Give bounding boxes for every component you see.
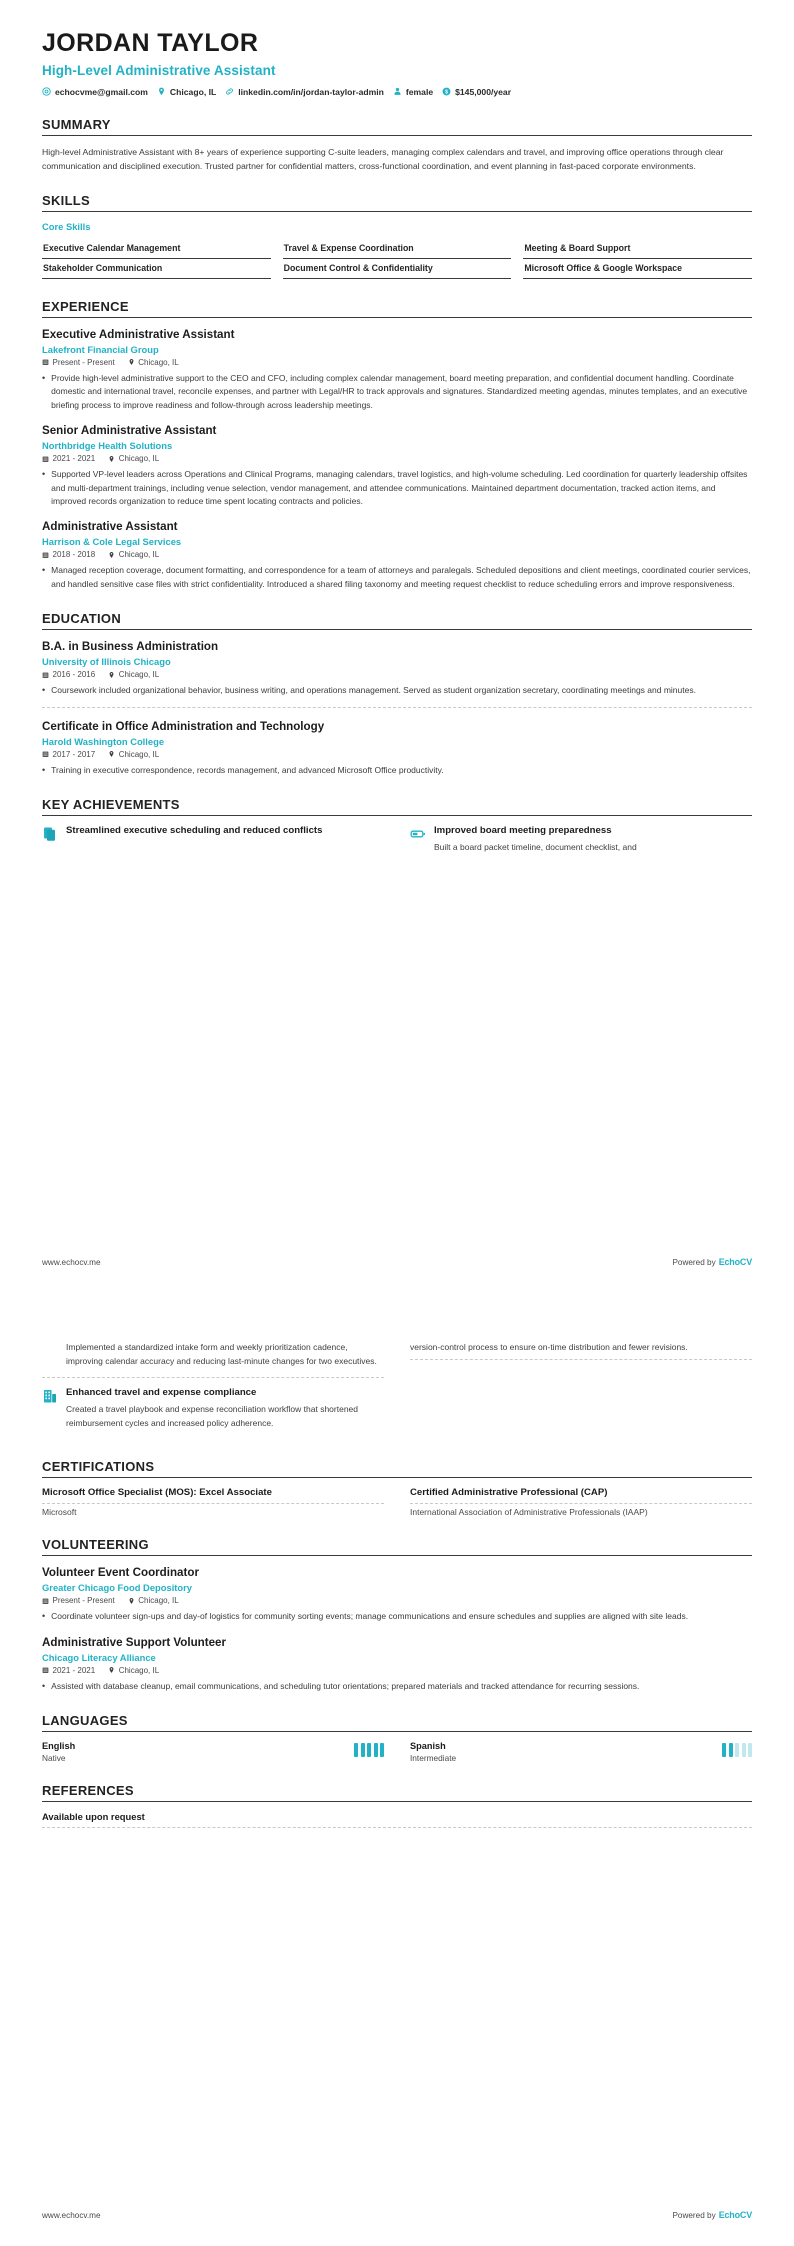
contact-linkedin[interactable] <box>225 87 384 97</box>
proficiency-bar <box>361 1743 365 1757</box>
battery-icon <box>410 826 426 842</box>
bullet-text: Provide high-level administrative support to the CEO and CFO, including complex calendar management, board meeting preparation, and confidential document handling. Coordinate domestic and international travel, reconcile expenses, and partner with Legal/HR to track approvals and signatures. Standardized meeting agendas, minutes templates, and an executive briefing process to improve readiness and follow-through across leadership meetings. <box>51 372 748 410</box>
proficiency-bar <box>729 1743 733 1757</box>
entry-dates <box>42 550 95 559</box>
entry-bullets <box>42 1680 752 1694</box>
footer-powered-label: Powered by <box>672 1257 716 1267</box>
entry-dates-text: Present - Present <box>52 357 115 367</box>
achievement-separator <box>42 1377 384 1378</box>
certification-separator <box>410 1503 752 1504</box>
bullet-item <box>42 372 752 412</box>
section-divider <box>42 211 752 212</box>
location-pin-icon <box>108 750 115 758</box>
footer-site[interactable]: www.echocv.me <box>42 2210 101 2220</box>
entry-bullets <box>42 372 752 412</box>
language-name: Spanish <box>410 1741 446 1752</box>
location-pin-icon <box>128 1597 135 1605</box>
bullet-item <box>42 564 752 591</box>
experience-entry <box>42 519 752 591</box>
proficiency-bar <box>354 1743 358 1757</box>
bullet-dot-icon: • <box>42 469 46 480</box>
education-entry <box>42 719 752 778</box>
achievement-body <box>66 1387 384 1430</box>
achievement-title: Improved board meeting preparedness <box>434 825 612 837</box>
volunteering-entry <box>42 1635 752 1694</box>
bullet-item <box>42 684 752 698</box>
entry-location-text: Chicago, IL <box>138 357 179 367</box>
section-divider <box>42 1731 752 1732</box>
section-title-languages: LANGUAGES <box>42 1713 128 1729</box>
experience-entry <box>42 423 752 508</box>
entry-dates-text: 2017 - 2017 <box>52 749 96 759</box>
section-divider <box>42 815 752 816</box>
bullet-item <box>42 468 752 508</box>
contact-location <box>157 87 216 97</box>
section-title-experience: EXPERIENCE <box>42 298 129 314</box>
bullet-dot-icon: • <box>42 764 46 775</box>
skill-group-name: Core Skills <box>42 220 91 232</box>
section-education <box>42 611 752 777</box>
bullet-item <box>42 1680 752 1694</box>
achievements-grid-continued <box>42 1341 752 1439</box>
achievement-desc-part: Built a board packet timeline, document checklist, and <box>434 842 637 853</box>
entry-location <box>108 1666 159 1675</box>
calendar-icon <box>42 358 49 366</box>
achievement-continued-left <box>42 1341 384 1439</box>
building-icon <box>42 1388 58 1404</box>
section-divider <box>42 1477 752 1478</box>
contact-location-text: Chicago, IL <box>169 86 217 97</box>
entry-location-text: Chicago, IL <box>138 1596 179 1606</box>
section-references <box>42 1783 752 1828</box>
language-info <box>410 1741 456 1763</box>
references-text: Available upon request <box>42 1811 145 1823</box>
entry-location-text: Chicago, IL <box>118 1665 160 1675</box>
bullet-text: Assisted with database cleanup, email communications, and scheduling tutor orientations; prepared materials and tracked attendance for recurring sessions. <box>51 1680 640 1691</box>
bullet-text: Training in executive correspondence, records management, and advanced Microsoft Office productivity. <box>51 764 444 775</box>
entry-degree: B.A. in Business Administration <box>42 640 219 654</box>
section-experience <box>42 299 752 592</box>
candidate-name: JORDAN TAYLOR <box>42 29 259 57</box>
entry-dates <box>42 454 95 463</box>
bullet-text: Supported VP-level leaders across Operations and Clinical Programs, managing calendars, travel logistics, and high-volume scheduling. Led coordination for quarterly leadership offsites and multi-department trainings, including venue selection, vendor management, and attendee communications. Maintained department documentation, tracked action items, and improved records organization to reduce time spent locating contracts and policies. <box>51 469 748 506</box>
bullet-dot-icon: • <box>42 372 46 383</box>
certification-name: Microsoft Office Specialist (MOS): Excel Associate <box>42 1487 272 1499</box>
calendar-icon <box>42 671 49 679</box>
proficiency-bar-empty <box>742 1743 746 1757</box>
entry-location-text: Chicago, IL <box>118 749 160 759</box>
location-pin-icon <box>108 455 115 463</box>
achievement-item <box>410 1341 752 1359</box>
entry-meta <box>42 454 752 463</box>
entry-location <box>108 670 159 679</box>
achievements-continued <box>42 1341 752 1439</box>
entry-organization: Lakefront Financial Group <box>42 343 159 355</box>
contact-linkedin-text: linkedin.com/in/jordan-taylor-admin <box>238 86 384 97</box>
entry-dates-text: 2021 - 2021 <box>52 1665 96 1675</box>
entry-dates-text: 2016 - 2016 <box>52 670 96 680</box>
language-level: Intermediate <box>410 1753 457 1764</box>
location-pin-icon <box>128 358 135 366</box>
language-name: English <box>42 1741 76 1752</box>
section-divider <box>42 135 752 136</box>
footer-powered-label: Powered by <box>672 2210 716 2220</box>
section-title-summary: SUMMARY <box>42 116 111 132</box>
section-divider <box>42 317 752 318</box>
footer-brand-name: EchoCV <box>718 1257 752 1267</box>
entry-dates <box>42 1596 115 1605</box>
section-divider <box>42 1801 752 1802</box>
skill-item: Microsoft Office & Google Workspace <box>523 259 752 279</box>
entry-role: Volunteer Event Coordinator <box>42 1566 199 1580</box>
summary-text: High-level Administrative Assistant with 8+ years of experience supporting C-suite leaders, managing complex calendars and travel, and improving office operations through clear communication and disciplined execution. Trusted partner for confidential matters, cross-functional coordination, and event planning in fast-paced corporate environments. <box>42 146 724 171</box>
entry-bullets <box>42 564 752 591</box>
entry-meta <box>42 670 752 679</box>
section-volunteering <box>42 1537 752 1693</box>
page-footer <box>42 1257 752 1267</box>
achievement-body <box>66 1341 384 1368</box>
entry-dates-text: 2021 - 2021 <box>52 454 96 464</box>
entry-bullets <box>42 468 752 508</box>
entry-dates <box>42 1666 95 1675</box>
skill-item: Executive Calendar Management <box>42 239 271 259</box>
section-title-certifications: CERTIFICATIONS <box>42 1459 155 1475</box>
section-divider <box>42 1555 752 1556</box>
references-separator <box>42 1827 752 1828</box>
achievement-title: Enhanced travel and expense compliance <box>66 1387 257 1399</box>
entry-location-text: Chicago, IL <box>118 670 160 680</box>
entry-role: Administrative Assistant <box>42 520 178 534</box>
section-key-achievements <box>42 797 752 864</box>
entry-dates <box>42 358 115 367</box>
email-icon <box>42 87 51 96</box>
achievement-body <box>434 825 637 855</box>
entry-bullets <box>42 764 752 778</box>
entry-location-text: Chicago, IL <box>118 550 160 560</box>
dollar-icon <box>442 87 451 96</box>
certifications-grid <box>42 1487 752 1517</box>
bullet-text: Coordinate volunteer sign-ups and day-of logistics for community sorting events; manage communications and ensure schedules and supplies are aligned with site leads. <box>51 1611 689 1622</box>
bullet-dot-icon: • <box>42 565 46 576</box>
contact-email[interactable] <box>42 87 148 97</box>
languages-grid <box>42 1741 752 1763</box>
footer-brand <box>672 1257 752 1267</box>
location-pin-icon <box>108 1666 115 1674</box>
entry-organization: Greater Chicago Food Depository <box>42 1582 193 1594</box>
candidate-job-title: High-Level Administrative Assistant <box>42 62 276 78</box>
achievement-body <box>66 825 322 855</box>
bullet-dot-icon: • <box>42 685 46 696</box>
location-pin-icon <box>108 671 115 679</box>
bullet-item <box>42 1610 752 1624</box>
resume-page-2 <box>0 1293 794 2246</box>
entry-dates-text: Present - Present <box>52 1596 115 1606</box>
achievement-continued-right <box>410 1341 752 1439</box>
achievements-grid <box>42 825 752 864</box>
calendar-icon <box>42 455 49 463</box>
proficiency-bar-empty <box>748 1743 752 1757</box>
entry-role: Executive Administrative Assistant <box>42 327 235 341</box>
achievement-body <box>410 1341 688 1355</box>
entry-role: Senior Administrative Assistant <box>42 424 217 438</box>
certification-item <box>42 1487 384 1517</box>
achievement-separator <box>410 1359 752 1360</box>
entry-dates <box>42 670 95 679</box>
documents-icon <box>42 826 58 842</box>
language-item <box>42 1741 384 1763</box>
skill-item: Stakeholder Communication <box>42 259 271 279</box>
certification-item <box>410 1487 752 1517</box>
entry-bullets <box>42 1610 752 1624</box>
section-languages <box>42 1713 752 1763</box>
entry-meta <box>42 750 752 759</box>
certification-name: Certified Administrative Professional (CAP) <box>410 1487 608 1499</box>
calendar-icon <box>42 1666 49 1674</box>
entry-location <box>108 454 159 463</box>
achievement-item <box>410 825 752 864</box>
achievement-title: Streamlined executive scheduling and reduced conflicts <box>66 825 323 837</box>
section-skills <box>42 193 752 279</box>
entry-organization: Northbridge Health Solutions <box>42 440 173 452</box>
section-title-achievements: KEY ACHIEVEMENTS <box>42 797 180 813</box>
section-divider <box>42 629 752 630</box>
entry-location <box>128 1596 179 1605</box>
entry-meta <box>42 1666 752 1675</box>
proficiency-bar-empty <box>735 1743 739 1757</box>
education-entry <box>42 639 752 708</box>
volunteering-entry <box>42 1565 752 1624</box>
contact-salary <box>442 87 511 97</box>
language-proficiency-bars <box>354 1741 384 1757</box>
calendar-icon <box>42 750 49 758</box>
contact-row <box>42 87 752 97</box>
link-icon <box>225 87 234 96</box>
bullet-text: Coursework included organizational behavior, business writing, and operations management. Served as student organization secretary, coordinating meetings and minutes. <box>51 685 696 696</box>
entry-meta <box>42 358 752 367</box>
achievement-item <box>42 825 384 864</box>
footer-site[interactable]: www.echocv.me <box>42 1257 101 1267</box>
entry-bullets <box>42 684 752 698</box>
section-summary <box>42 117 752 173</box>
entry-location-text: Chicago, IL <box>118 454 160 464</box>
bullet-dot-icon: • <box>42 1680 46 1691</box>
proficiency-bar <box>380 1743 384 1757</box>
entry-meta <box>42 550 752 559</box>
location-pin-icon <box>157 87 166 96</box>
section-certifications <box>42 1459 752 1517</box>
skill-item: Travel & Expense Coordination <box>283 239 512 259</box>
proficiency-bar <box>722 1743 726 1757</box>
skill-item: Meeting & Board Support <box>523 239 752 259</box>
entry-role: Administrative Support Volunteer <box>42 1635 227 1649</box>
language-proficiency-bars <box>722 1741 752 1757</box>
contact-salary-text: $145,000/year <box>455 86 512 97</box>
entry-dates <box>42 750 95 759</box>
language-info <box>42 1741 75 1763</box>
achievement-desc: Created a travel playbook and expense reconciliation workflow that shortened reimbursement cycles and increased policy adherence. <box>66 1404 359 1428</box>
contact-email-text: echocvme@gmail.com <box>55 86 148 97</box>
entry-institution: University of Illinois Chicago <box>42 656 171 668</box>
bullet-dot-icon: • <box>42 1611 46 1622</box>
language-item <box>410 1741 752 1763</box>
contact-gender <box>393 87 433 97</box>
skill-item: Document Control & Confidentiality <box>283 259 512 279</box>
achievement-item <box>42 1387 384 1439</box>
experience-entry <box>42 327 752 412</box>
footer-brand-name: EchoCV <box>718 2210 752 2220</box>
section-title-skills: SKILLS <box>42 192 91 208</box>
page-footer <box>42 2210 752 2220</box>
entry-meta <box>42 1596 752 1605</box>
calendar-icon <box>42 551 49 559</box>
achievement-desc-part: version-control process to ensure on-time distribution and fewer revisions. <box>410 1342 688 1352</box>
resume-header <box>42 30 752 97</box>
entry-location <box>108 750 159 759</box>
entry-degree: Certificate in Office Administration and Technology <box>42 719 325 733</box>
proficiency-bar <box>367 1743 371 1757</box>
language-level: Native <box>42 1753 66 1764</box>
certification-issuer: International Association of Administrative Professionals (IAAP) <box>410 1507 648 1518</box>
entry-separator <box>42 707 752 708</box>
achievement-item <box>42 1341 384 1377</box>
achievement-desc: Implemented a standardized intake form and weekly prioritization cadence, improving calendar accuracy and reducing last-minute changes for two executives. <box>66 1342 377 1366</box>
entry-organization: Harrison & Cole Legal Services <box>42 536 182 548</box>
person-icon <box>393 87 402 96</box>
svg-text:$: $ <box>445 89 449 96</box>
bullet-item <box>42 764 752 778</box>
skills-grid <box>42 239 752 279</box>
location-pin-icon <box>108 551 115 559</box>
proficiency-bar <box>374 1743 378 1757</box>
footer-brand <box>672 2210 752 2220</box>
entry-dates-text: 2018 - 2018 <box>52 550 96 560</box>
section-title-references: REFERENCES <box>42 1783 134 1799</box>
entry-institution: Harold Washington College <box>42 735 165 747</box>
entry-organization: Chicago Literacy Alliance <box>42 1651 156 1663</box>
certification-issuer: Microsoft <box>42 1507 77 1518</box>
section-title-volunteering: VOLUNTEERING <box>42 1537 149 1553</box>
entry-location <box>128 358 179 367</box>
calendar-icon <box>42 1597 49 1605</box>
bullet-text: Managed reception coverage, document formatting, and correspondence for a team of attorneys and paralegals. Scheduled depositions and client meetings, coordinated courier services, and handled sensitive case files with strict confidentiality. Introduced a shared filing taxonomy and meeting request checklist to reduce scheduling errors and improve responsiveness. <box>51 565 751 589</box>
contact-gender-text: female <box>405 86 434 97</box>
entry-location <box>108 550 159 559</box>
certification-separator <box>42 1503 384 1504</box>
section-title-education: EDUCATION <box>42 611 122 627</box>
